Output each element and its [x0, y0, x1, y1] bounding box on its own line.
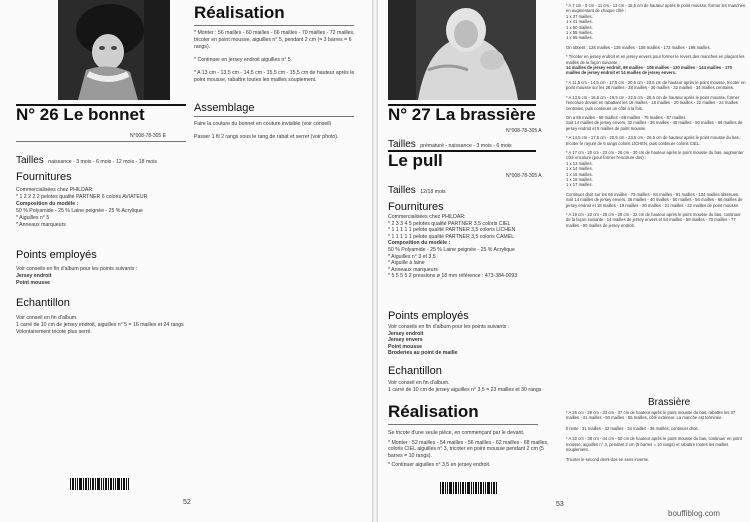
fournitures-line: * 2 3 3 4 5 pelotes qualité PARTNER 3,5 coloris CIEL [388, 220, 511, 227]
instruction-line: 1 x 16 mailles. [566, 176, 593, 182]
realisation-step: * Monter : 52 mailles - 54 mailles - 56 mailles - 62 mailles - 68 mailles, coloris CIEL aiguilles n° 3, tricoter en point mousse pendant 2 cm (5 barres = 10 rangs). [388, 439, 549, 459]
instruction-line: * A 19 cm - 22 cm - 25 cm - 28 cm - 32 cm de hauteur après le point mousse du bas, continuer de la façon suivante : 14 mailles de jersey envers et 54 mailles - 59 mailles - 70 mailles - 77 mailles - 90 mailles de jersey endroit. [566, 212, 741, 228]
fournitures-line: * 5 5 5 5 2 pressions ø 18 mm référence : 473-384-0093 [388, 273, 518, 280]
brassiere-step: * A 25 cm - 29 cm - 33 cm - 37 cm de hauteur après le point mousse du bas, rabattre les 37 mailles - 41 mailles - 50 mailles - 55 mailles, côté extérieur. La manche est terminée. [566, 410, 736, 421]
baby-brassiere-photo [388, 0, 536, 100]
assemblage-heading: Assemblage [194, 102, 255, 114]
realisation-rule [388, 424, 538, 425]
instruction-line: * A 17 cm - 20 cm - 23 cm - 26 cm - 30 cm de hauteur après le point mousse du bas, augmenter côté encolure (pour former l'encolure dos) : [566, 149, 744, 161]
pattern-title-27: N° 27 La brassière [388, 105, 536, 124]
reference-code-pull: N°008-78-305 A [506, 173, 542, 179]
realisation-step: Se tricote d'une seule pièce, en commençant par le devant. [388, 430, 525, 436]
fournitures-line: * Aiguilles n° 3 et 3,5 [388, 253, 436, 260]
instruction-line: 1 x 41 mailles. [566, 19, 593, 25]
brassiere-step: Il reste : 31 mailles - 32 mailles - 34 mailles - 36 mailles, continuer droit. [566, 425, 699, 431]
tailles-sizes: naissance - 3 mois - 6 mois - 12 mois - 18 mois [48, 159, 157, 165]
echantillon-heading: Echantillon [16, 297, 70, 309]
realisation-step: * Continuer en jersey endroit aiguilles n° 5. [194, 57, 293, 63]
points-list [388, 324, 548, 357]
echantillon-line: Volontairement tricoté plus serré. [16, 329, 92, 335]
fournitures-line: * 1 1 1 1 1 pelote qualité PARTNER 3,5 coloris CAMEL [388, 233, 515, 240]
points-line: Voir conseils en fin d'album pour les points suivants : [16, 266, 138, 272]
echantillon-line: 1 carré de 10 cm de jersey endroit, aiguilles n° 5 = 16 mailles et 24 rangs [16, 322, 184, 328]
tailles-sizes: prématuré - naissance - 3 mois - 6 mois [420, 143, 512, 149]
realisation-step: * Monter : 56 mailles - 60 mailles - 66 mailles - 70 mailles - 72 mailles, tricoter en point mousse, aiguilles n° 5, pendant 2 cm (= 3 barres = 6 rangs). [194, 30, 355, 50]
pull-tailles-heading: Tailles [388, 185, 416, 196]
echantillon-line: Voir conseil en fin d'album. [388, 380, 450, 386]
fournitures-list [16, 187, 186, 229]
fournitures-list [388, 214, 548, 280]
assemblage-line: Passer 1 fil 2 rangs sous le rang de rabat et serrer (voir photo). [194, 134, 339, 140]
fournitures-line: Commercialisées chez PHILDAR: [388, 214, 466, 220]
pull-tailles-section [388, 180, 538, 198]
pull-tailles-sizes: 12/18 mois [420, 189, 446, 195]
points-line: Jersey envers [388, 337, 423, 344]
echantillon-line: Voir conseil en fin d'album. [16, 315, 78, 321]
echantillon-line: 1 carré de 10 cm de jersey aiguilles n° 3,5 = 23 mailles et 30 rangs [388, 386, 542, 393]
instruction-line: * Tricoter en jersey endroit et en jersey envers pour former le revers des manches en plaçant les mailles de la façon suivante : [566, 54, 745, 65]
realisation-step: * Continuer aiguilles n° 3,5 en jersey endroit. [388, 462, 491, 469]
fournitures-line: Composition du modèle : [388, 240, 451, 247]
echantillon-text [388, 380, 553, 393]
fournitures-line: 50 % Polyamide - 25 % Laine peignée - 25 % Acrylique [388, 246, 515, 253]
instruction-line: 1 x 15 mailles. [566, 171, 593, 177]
assemblage-text [194, 121, 359, 141]
fournitures-line: * Anneaux marqueurs [16, 222, 66, 228]
instruction-line: * A 7 cm - 9 cm - 11 cm - 13 cm - 15,5 cm de hauteur après le point mousse, former les manches en augmentant de chaque côté : [566, 3, 746, 14]
baby-brassiere-photo-art [388, 0, 536, 100]
right-page [378, 0, 750, 522]
pull-title: Le pull [388, 151, 443, 170]
fournitures-line: Composition du modèle : [16, 201, 79, 207]
echantillon-heading: Echantillon [388, 365, 442, 377]
points-list [16, 266, 186, 287]
assemblage-rule [194, 116, 354, 117]
instruction-line: 1 x 37 mailles. [566, 13, 593, 19]
instruction-line: 1 x 55 mailles. [566, 30, 593, 36]
realisation-steps [194, 30, 359, 85]
brassiere-steps [566, 410, 746, 463]
pattern-title-26: N° 26 Le bonnet [16, 105, 145, 124]
realisation-steps [388, 430, 558, 469]
instruction-line: On obtient : 126 mailles - 136 mailles - 156 mailles - 172 mailles - 198 mailles. [566, 44, 711, 50]
points-line: Voir conseils en fin d'album pour les points suivants : [388, 324, 510, 330]
fournitures-line: * Anneaux marqueurs [388, 266, 438, 273]
instruction-line: 1 x 13 mailles. [566, 160, 593, 166]
fournitures-line: * 1 1 1 1 1 pelote qualité PARTNER 3,5 coloris LICHEN [388, 227, 516, 234]
baby-bonnet-photo [58, 0, 170, 100]
points-heading: Points employés [16, 249, 97, 261]
realisation-title: Réalisation [194, 3, 285, 22]
instruction-line: 1 x 17 mailles. [566, 182, 593, 188]
brassiere-heading: Brassière [648, 397, 691, 408]
title-underline [16, 141, 186, 142]
instruction-line: On a 55 mailles - 59 mailles - 68 mailles - 75 mailles - 87 mailles. [566, 114, 687, 120]
reference-code: N°008-78-305 E [130, 133, 166, 139]
instruction-line: 1 x 65 mailles. [566, 35, 593, 41]
tailles-section [16, 150, 186, 168]
instruction-line: 1 x 14 mailles. [566, 166, 593, 172]
instruction-line: 1 x 50 mailles. [566, 24, 593, 30]
reference-code-brassiere: N°008-78-305 A [506, 128, 542, 134]
fournitures-line: * Aiguilles n° 5 [16, 215, 50, 221]
tailles-heading: Tailles [388, 139, 416, 150]
realisation-rule [194, 25, 354, 26]
echantillon-text [16, 315, 186, 336]
instruction-column [566, 3, 746, 228]
points-line: Jersey endroit [16, 273, 52, 279]
points-line: Point mousse [16, 280, 51, 286]
page-number-right: 53 [556, 501, 564, 508]
fournitures-line: * 1 2 2 2 2 pelotes qualité PARTNER 6 coloris AVIATEUR [16, 194, 148, 200]
instruction-line: * A 11,5 cm - 14,5 cm - 17,5 cm - 20,5 cm - 23,5 cm de hauteur après le point mousse, tricoter en point mousse sur les 28 mailles - 28 mailles - 30 mailles - 32 mailles - 34 mailles centrales. [566, 79, 746, 91]
watermark: bouffiblog.com [668, 509, 720, 518]
brassiere-step: Tricoter le second demi-dos en sens inverse. [566, 457, 650, 463]
points-line: Point mousse [388, 343, 423, 350]
points-line: Jersey endroit [388, 330, 424, 337]
instruction-line: * A 14,5 cm - 17,5 cm - 20,5 cm - 23,5 cm - 26,5 cm de hauteur après le point mousse du bas, tricoter le rayure de 6 rangs coloris LICHEN, puis continuer coloris CIEL. [566, 135, 740, 146]
points-heading: Points employés [388, 310, 469, 322]
points-line: Broderies au point de maille [388, 350, 458, 357]
baby-bonnet-photo-art [58, 0, 170, 100]
assemblage-line: Faire la couture du bonnet en couture invisible (voir conseil) [194, 121, 332, 127]
fournitures-heading: Fournitures [16, 171, 72, 183]
page-number-left: 52 [183, 499, 191, 506]
brassiere-step: * A 32 cm - 38 cm - 44 cm - 50 cm de hauteur après le point mousse du bas, continuer en point mousse, aiguilles n° 3, pendant 2 cm (5 barres = 10 rangs) et rabattre toutes les mailles souplement. [566, 436, 742, 453]
instruction-line: 14 mailles de jersey endroit, 98 mailles - 108 mailles - 130 mailles - 144 mailles - 170 mailles de jersey endroit et 14 mailles de jersey envers. [566, 65, 732, 76]
instruction-line: Soit 14 mailles de jersey envers, 32 mailles - 36 mailles - 40 mailles - 50 mailles - 66 mailles de jersey endroit et 5 mailles de point mousse. [566, 120, 743, 131]
instruction-line: Continuer droit sur les 68 mailles - 73 mailles - 84 mailles - 91 mailles - 104 mailles obtenues. [566, 191, 740, 197]
instruction-line: * A 13,5 cm - 16,5 cm - 19,5 cm - 22,5 cm - 25,5 cm de hauteur après le point mousse, former l'encolure devant en rabattant les 16 mailles - 18 mailles - 20 mailles - 22 mailles - 24 mailles centrales, puis continuer un côté à la fois. [566, 94, 740, 111]
fournitures-line: * Aiguille à laine [388, 260, 425, 267]
fournitures-heading: Fournitures [388, 201, 444, 213]
barcode-right [440, 482, 498, 494]
fournitures-line: Commercialisées chez PHILDAR: [16, 187, 94, 193]
realisation-step: * A 13 cm - 13,5 cm - 14,5 cm - 15,5 cm - 15,5 cm de hauteur après le point mousse, rabattre toutes les mailles souplement. [194, 70, 355, 83]
instruction-line: Soit 14 mailles de jersey envers, 36 mailles - 40 mailles - 50 mailles - 56 mailles - 66 mailles de jersey endroit et 18 mailles - 19 mailles - 20 mailles - 21 mailles - 22 mailles de point mousse. [566, 197, 743, 208]
barcode-left [70, 478, 130, 490]
realisation-title: Réalisation [388, 402, 479, 421]
tailles-heading: Tailles [16, 155, 44, 166]
fournitures-line: 50 % Polyamide - 25 % Laine peignée - 25 % Acrylique [16, 208, 143, 214]
left-page [0, 0, 372, 522]
